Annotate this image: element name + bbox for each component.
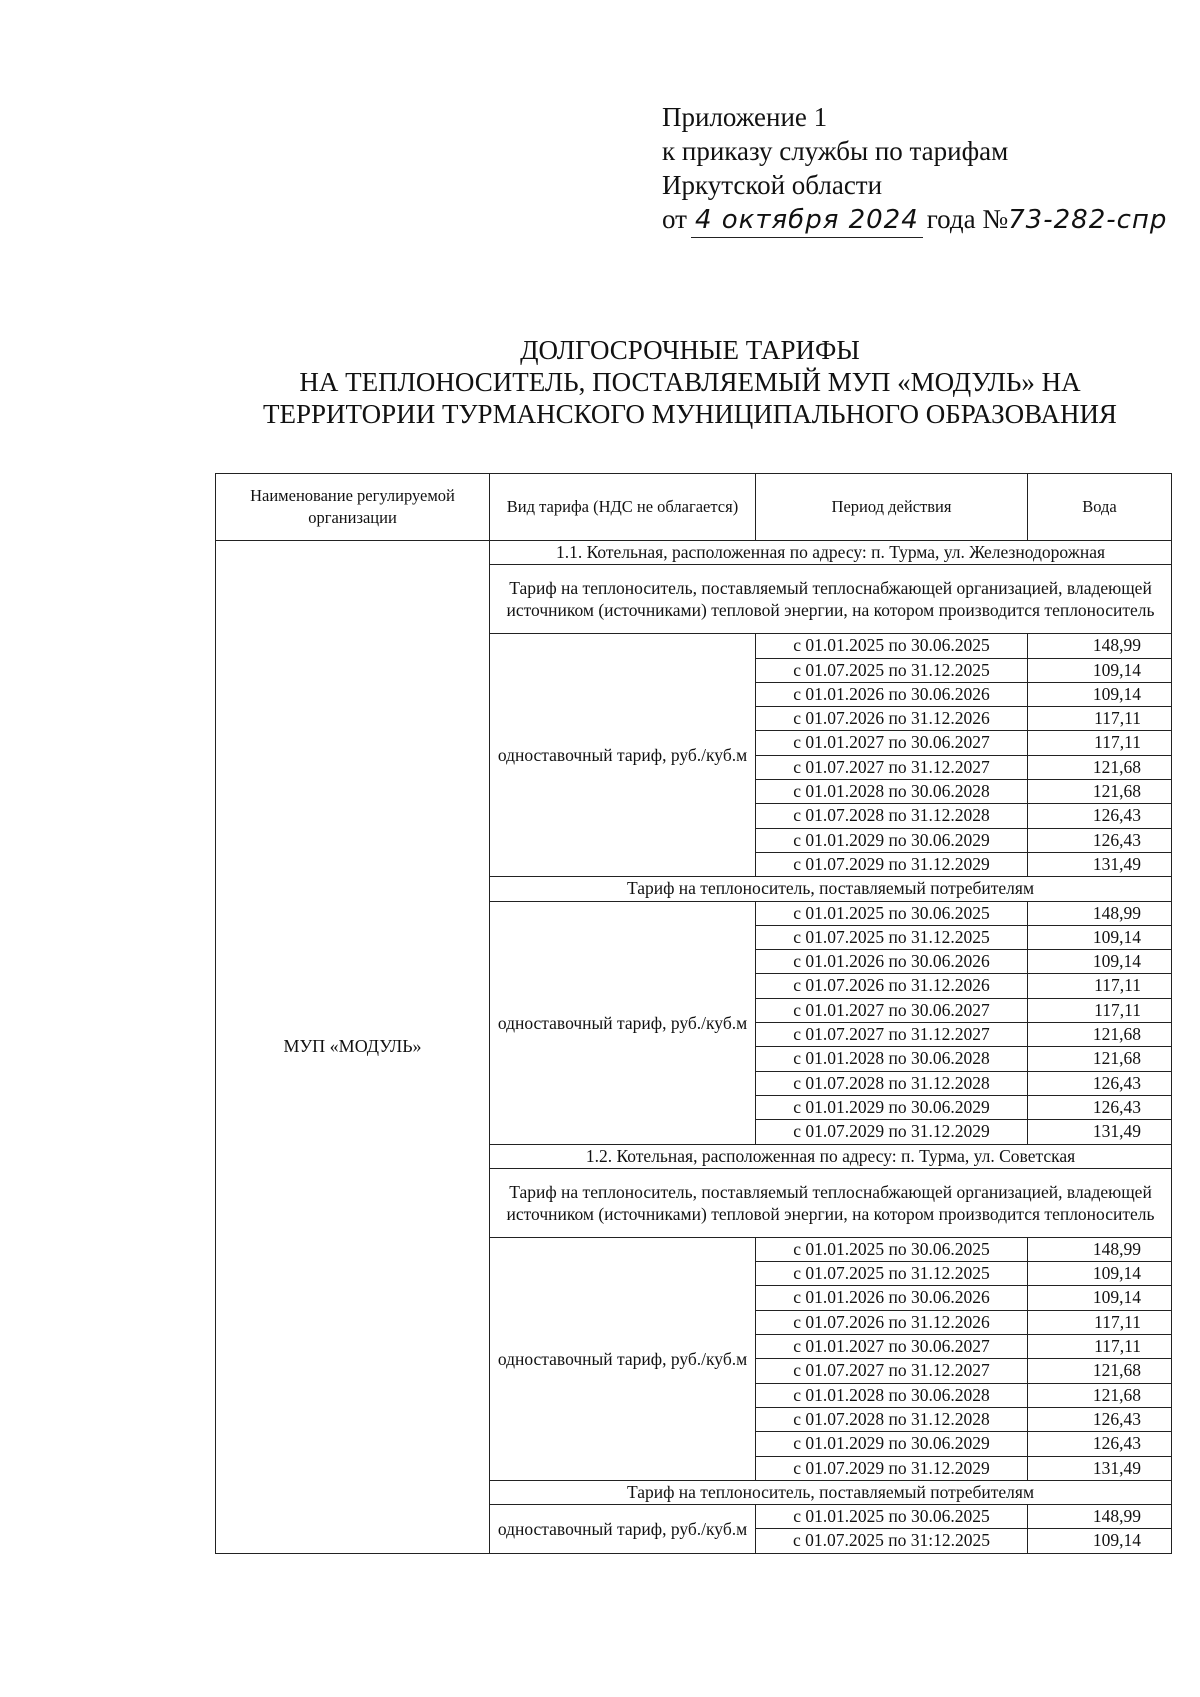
table-header-row: [216, 474, 1172, 541]
appendix-number-label: года №: [926, 204, 1009, 234]
period-cell: с 01.07.2026 по 31.12.2026: [756, 1310, 1028, 1334]
period-cell: с 01.01.2025 по 30.06.2025: [756, 1237, 1028, 1261]
period-cell: с 01.01.2026 по 30.06.2026: [756, 682, 1028, 706]
period-cell: с 01.01.2027 по 30.06.2027: [756, 731, 1028, 755]
tariff-kind-cell: одноставочный тариф, руб./куб.м: [490, 1237, 756, 1480]
water-tariff-cell: 121,68: [1028, 755, 1172, 779]
water-tariff-cell: 148,99: [1028, 1237, 1172, 1261]
water-tariff-cell: 109,14: [1028, 658, 1172, 682]
period-cell: с 01.07.2029 по 31.12.2029: [756, 852, 1028, 876]
appendix-block: [662, 100, 1167, 238]
period-cell: с 01.07.2026 по 31.12.2026: [756, 707, 1028, 731]
water-tariff-cell: 131,49: [1028, 1120, 1172, 1144]
handwritten-order-number: 73-282-спр: [1008, 205, 1168, 235]
water-tariff-cell: 148,99: [1028, 901, 1172, 925]
appendix-region: Иркутской области: [662, 170, 883, 200]
subsection-heading: Тариф на теплоноситель, поставляемый теплоснабжающей организацией, владеющей источником (источниками) тепловой энергии, на котором производится теплоноситель: [490, 1168, 1172, 1237]
water-tariff-cell: 121,68: [1028, 1359, 1172, 1383]
period-cell: с 01.07.2025 по 31.12.2025: [756, 1262, 1028, 1286]
table-body: [216, 541, 1172, 1554]
period-cell: с 01.07.2025 по 31.12.2025: [756, 658, 1028, 682]
period-cell: с 01.01.2026 по 30.06.2026: [756, 1286, 1028, 1310]
period-cell: с 01.07.2029 по 31.12.2029: [756, 1456, 1028, 1480]
period-cell: с 01.01.2029 по 30.06.2029: [756, 1432, 1028, 1456]
period-cell: с 01.07.2026 по 31.12.2026: [756, 974, 1028, 998]
water-tariff-cell: 126,43: [1028, 1432, 1172, 1456]
period-cell: с 01.01.2029 по 30.06.2029: [756, 828, 1028, 852]
water-tariff-cell: 109,14: [1028, 1286, 1172, 1310]
water-tariff-cell: 121,68: [1028, 780, 1172, 804]
org-name-cell: МУП «МОДУЛЬ»: [216, 541, 490, 1554]
water-tariff-cell: 117,11: [1028, 974, 1172, 998]
header-org: Наименование регулируемой организации: [216, 474, 490, 541]
period-cell: с 01.07.2028 по 31.12.2028: [756, 804, 1028, 828]
period-cell: с 01.01.2026 по 30.06.2026: [756, 950, 1028, 974]
water-tariff-cell: 117,11: [1028, 1310, 1172, 1334]
tariff-kind-cell: одноставочный тариф, руб./куб.м: [490, 901, 756, 1144]
period-cell: с 01.01.2028 по 30.06.2028: [756, 780, 1028, 804]
period-cell: с 01.01.2025 по 30.06.2025: [756, 1505, 1028, 1529]
period-cell: с 01.07.2027 по 31.12.2027: [756, 755, 1028, 779]
water-tariff-cell: 121,68: [1028, 1023, 1172, 1047]
water-tariff-cell: 131,49: [1028, 852, 1172, 876]
subsection-heading: Тариф на теплоноситель, поставляемый теплоснабжающей организацией, владеющей источником (источниками) тепловой энергии, на котором производится теплоноситель: [490, 565, 1172, 634]
period-cell: с 01.07.2027 по 31.12.2027: [756, 1359, 1028, 1383]
water-tariff-cell: 117,11: [1028, 707, 1172, 731]
water-tariff-cell: 126,43: [1028, 1071, 1172, 1095]
tariff-kind-cell: одноставочный тариф, руб./куб.м: [490, 1505, 756, 1554]
water-tariff-cell: 126,43: [1028, 804, 1172, 828]
water-tariff-cell: 117,11: [1028, 731, 1172, 755]
water-tariff-cell: 117,11: [1028, 1335, 1172, 1359]
appendix-date-prefix: от: [662, 204, 687, 234]
header-tariff-type: Вид тарифа (НДС не облагается): [490, 474, 756, 541]
water-tariff-cell: 117,11: [1028, 998, 1172, 1022]
appendix-order-ref: к приказу службы по тарифам: [662, 136, 1009, 166]
appendix-title: Приложение 1: [662, 102, 828, 132]
title-line-3: ТЕРРИТОРИИ ТУРМАНСКОГО МУНИЦИПАЛЬНОГО ОБРАЗОВАНИЯ: [263, 399, 1117, 429]
water-tariff-cell: 126,43: [1028, 1095, 1172, 1119]
water-tariff-cell: 121,68: [1028, 1383, 1172, 1407]
period-cell: с 01.07.2029 по 31.12.2029: [756, 1120, 1028, 1144]
period-cell: с 01.07.2025 по 31.12.2025: [756, 925, 1028, 949]
period-cell: с 01.01.2025 по 30.06.2025: [756, 901, 1028, 925]
header-period: Период действия: [756, 474, 1028, 541]
subsection-heading: Тариф на теплоноситель, поставляемый потребителям: [490, 1480, 1172, 1504]
title-line-1: ДОЛГОСРОЧНЫЕ ТАРИФЫ: [520, 335, 860, 365]
period-cell: с 01.07.2025 по 31:12.2025: [756, 1529, 1028, 1553]
water-tariff-cell: 148,99: [1028, 1505, 1172, 1529]
period-cell: с 01.07.2028 по 31.12.2028: [756, 1407, 1028, 1431]
tariff-table: [215, 473, 1172, 1554]
period-cell: с 01.01.2029 по 30.06.2029: [756, 1095, 1028, 1119]
water-tariff-cell: 126,43: [1028, 1407, 1172, 1431]
water-tariff-cell: 109,14: [1028, 1262, 1172, 1286]
period-cell: с 01.07.2028 по 31.12.2028: [756, 1071, 1028, 1095]
header-water: Вода: [1028, 474, 1172, 541]
water-tariff-cell: 148,99: [1028, 634, 1172, 658]
water-tariff-cell: 109,14: [1028, 925, 1172, 949]
period-cell: с 01.01.2028 по 30.06.2028: [756, 1383, 1028, 1407]
water-tariff-cell: 126,43: [1028, 828, 1172, 852]
section-row: [216, 541, 1172, 565]
section-1-heading: 1.1. Котельная, расположенная по адресу: п. Турма, ул. Железнодорожная: [490, 541, 1172, 565]
water-tariff-cell: 121,68: [1028, 1047, 1172, 1071]
title-line-2: НА ТЕПЛОНОСИТЕЛЬ, ПОСТАВЛЯЕМЫЙ МУП «МОДУЛЬ» НА: [299, 367, 1081, 397]
water-tariff-cell: 131,49: [1028, 1456, 1172, 1480]
appendix-date-line: [662, 202, 1167, 238]
water-tariff-cell: 109,14: [1028, 950, 1172, 974]
period-cell: с 01.01.2027 по 30.06.2027: [756, 1335, 1028, 1359]
period-cell: с 01.01.2028 по 30.06.2028: [756, 1047, 1028, 1071]
document-title: [200, 334, 1180, 430]
section-2-heading: 1.2. Котельная, расположенная по адресу: п. Турма, ул. Советская: [490, 1144, 1172, 1168]
period-cell: с 01.01.2027 по 30.06.2027: [756, 998, 1028, 1022]
period-cell: с 01.01.2025 по 30.06.2025: [756, 634, 1028, 658]
water-tariff-cell: 109,14: [1028, 682, 1172, 706]
handwritten-date: 4 октября 2024: [691, 203, 923, 238]
tariff-kind-cell: одноставочный тариф, руб./куб.м: [490, 634, 756, 877]
subsection-heading: Тариф на теплоноситель, поставляемый потребителям: [490, 877, 1172, 901]
period-cell: с 01.07.2027 по 31.12.2027: [756, 1023, 1028, 1047]
water-tariff-cell: 109,14: [1028, 1529, 1172, 1553]
